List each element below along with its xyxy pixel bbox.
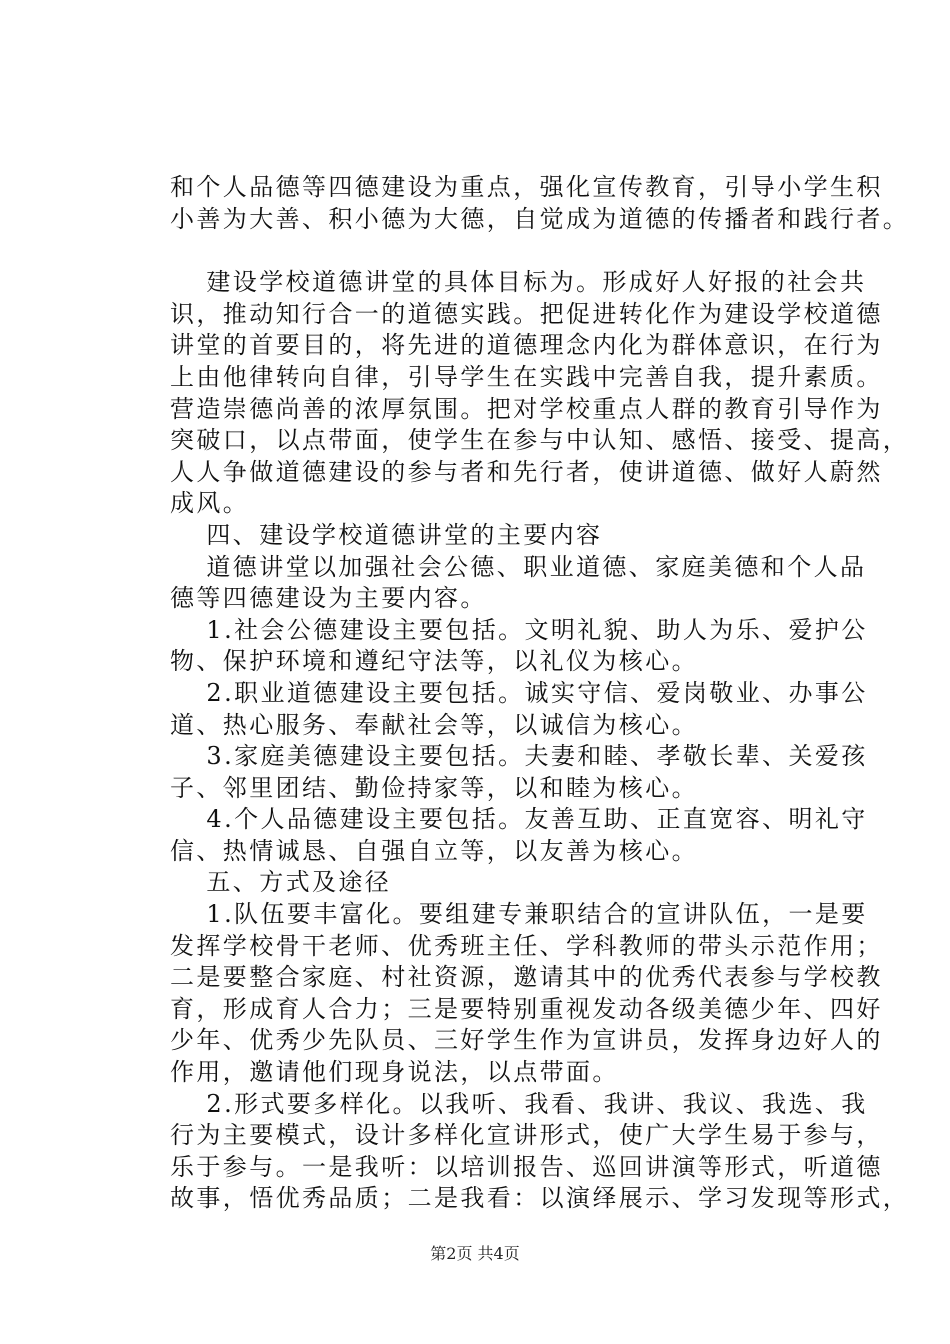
text-line: 小善为大善、积小德为大德，自觉成为道德的传播者和践行者。 (170, 204, 910, 233)
document-body (170, 172, 910, 1215)
section-heading: 四、建设学校道德讲堂的主要内容 (180, 520, 603, 549)
text-line: 道德讲堂以加强社会公德、职业道德、家庭美德和个人品 (180, 552, 867, 581)
text-line: 道、热心服务、奉献社会等，以诚信为核心。 (170, 710, 698, 739)
text-line: 子、邻里团结、勤俭持家等，以和睦为核心。 (170, 773, 698, 802)
text-line: 识，推动知行合一的道德实践。把促进转化作为建设学校道德 (170, 299, 883, 328)
text-line: 2.形式要多样化。以我听、我看、我讲、我议、我选、我 (180, 1089, 868, 1118)
page-number-label: 第2页 共4页 (430, 1244, 520, 1263)
text-line: 物、保护环境和遵纪守法等，以礼仪为核心。 (170, 647, 698, 676)
text-line: 突破口，以点带面，使学生在参与中认知、感悟、接受、提高， (170, 426, 910, 455)
paragraph-gap (170, 235, 836, 267)
page-footer (0, 1244, 950, 1264)
text-line: 二是要整合家庭、村社资源，邀请其中的优秀代表参与学校教 (170, 963, 883, 992)
text-line: 育，形成育人合力；三是要特别重视发动各级美德少年、四好 (170, 994, 883, 1023)
text-line: 和个人品德等四德建设为重点，强化宣传教育，引导小学生积 (170, 173, 883, 201)
text-line: 2.职业道德建设主要包括。诚实守信、爱岗敬业、办事公 (180, 678, 868, 707)
text-line: 故事，悟优秀品质；二是我看：以演绎展示、学习发现等形式， (170, 1184, 910, 1213)
text-line: 讲堂的首要目的，将先进的道德理念内化为群体意识，在行为 (170, 331, 883, 360)
section-heading: 五、方式及途径 (180, 868, 392, 897)
text-line: 乐于参与。一是我听：以培训报告、巡回讲演等形式，听道德 (170, 1152, 883, 1181)
text-line: 信、热情诚恳、自强自立等，以友善为核心。 (170, 836, 698, 865)
text-line: 少年、优秀少先队员、三好学生作为宣讲员，发挥身边好人的 (170, 1026, 883, 1055)
text-line: 行为主要模式，设计多样化宣讲形式，使广大学生易于参与， (170, 1121, 883, 1150)
text-line: 人人争做道德建设的参与者和先行者，使讲道德、做好人蔚然 (170, 457, 883, 486)
text-line: 建设学校道德讲堂的具体目标为。形成好人好报的社会共 (180, 268, 867, 297)
text-line: 成风。 (170, 489, 250, 518)
text-line: 上由他律转向自律，引导学生在实践中完善自我，提升素质。 (170, 362, 883, 391)
text-line: 作用，邀请他们现身说法，以点带面。 (170, 1058, 619, 1087)
text-line: 德等四德建设为主要内容。 (170, 584, 487, 613)
text-line: 发挥学校骨干老师、优秀班主任、学科教师的带头示范作用； (170, 931, 883, 960)
text-line: 4.个人品德建设主要包括。友善互助、正直宽容、明礼守 (180, 805, 868, 834)
text-line: 营造崇德尚善的浓厚氛围。把对学校重点人群的教育引导作为 (170, 394, 883, 423)
text-line: 1.社会公德建设主要包括。文明礼貌、助人为乐、爱护公 (180, 615, 868, 644)
text-line: 1.队伍要丰富化。要组建专兼职结合的宣讲队伍，一是要 (180, 900, 868, 929)
text-line: 3.家庭美德建设主要包括。夫妻和睦、孝敬长辈、关爱孩 (180, 742, 868, 771)
